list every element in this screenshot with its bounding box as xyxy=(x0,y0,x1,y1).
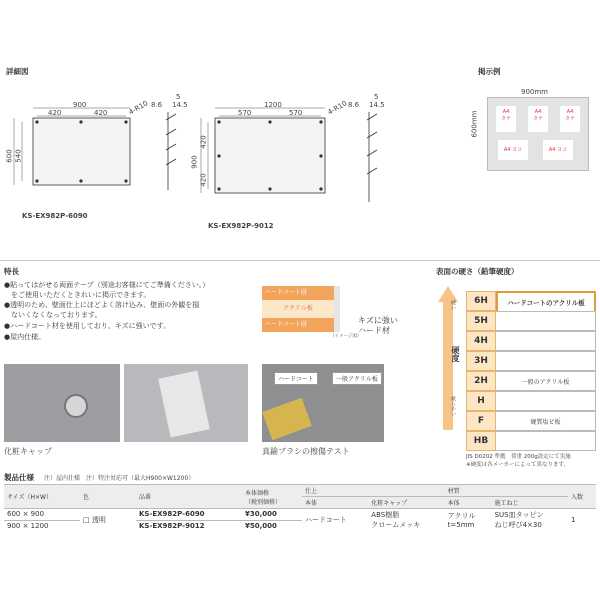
image-note: （イメージ図） xyxy=(330,334,362,339)
spec-title: 製品仕様 xyxy=(4,473,34,482)
feature-line: ないくなくなっております。 xyxy=(4,311,102,319)
hardness-row: H xyxy=(466,391,596,411)
hardness-row: HB xyxy=(466,431,596,451)
cap-icon xyxy=(64,394,88,418)
hardness-row: 2H 一般のアクリル板 xyxy=(466,371,596,391)
cap-photo-1 xyxy=(4,364,120,442)
feature-line: ●屋内仕様。 xyxy=(4,333,46,341)
feature-line: ●ハードコート材を使用しており、キズに強いです。 xyxy=(4,322,171,330)
layer-hardcoat-bottom: ハードコート層 xyxy=(262,318,334,332)
features-title: 特長 xyxy=(4,267,19,276)
spec-note: 注）屋内仕様 注）特注対応可（最大H900×W1200） xyxy=(44,475,195,482)
dim-86: 8.6 xyxy=(151,101,163,109)
hardness-note: JIS D0202 準拠 荷重 200g設定にて実施 xyxy=(466,454,571,460)
paper-a4: A4 タテ xyxy=(496,106,516,132)
dim-radius: 4-R10 xyxy=(127,99,150,117)
feature-line: ●貼ってはがせる両面テープ（別途お客様にてご準備ください。） xyxy=(4,281,210,289)
feature-line: をご使用いただくときれいに掲示できます。 xyxy=(4,291,151,299)
tag-acrylic: 一般アクリル板 xyxy=(332,372,382,385)
paper-a4: A4 タテ xyxy=(560,106,580,132)
layer-hardcoat-top: ハードコート層 xyxy=(262,286,334,300)
dim-pitch: 420 xyxy=(48,109,62,117)
dim-pitch: 570 xyxy=(289,109,303,117)
axis-label: 硬度 xyxy=(451,346,460,362)
dim-145: 14.5 xyxy=(369,101,385,109)
dim-height: 900 xyxy=(190,155,199,169)
panel-outline xyxy=(33,118,130,185)
side-profile xyxy=(367,112,377,202)
example-height: 600mm xyxy=(470,110,479,138)
hardness-note: ※硬度は各メーカーによって異なります。 xyxy=(466,462,570,468)
model-label: KS-EX982P-6090 xyxy=(22,212,88,220)
hardness-title: 表面の硬さ（鉛筆硬度） xyxy=(436,267,519,276)
divider xyxy=(0,260,600,261)
dim-pitch: 570 xyxy=(238,109,252,117)
paper-a4: A4 タテ xyxy=(528,106,548,132)
tag-hardcoat: ハードコート xyxy=(274,372,318,385)
detail-figure-6090 xyxy=(0,90,200,200)
dim-5: 5 xyxy=(176,93,181,101)
dim-pitch-v: 420 xyxy=(199,173,208,187)
paper-a4-landscape: A4 ヨコ xyxy=(543,140,573,160)
dim-pitch-v: 540 xyxy=(14,149,23,163)
dim-radius: 4-R10 xyxy=(326,99,349,117)
example-width: 900mm xyxy=(521,88,548,96)
scratch-resistant-label: キズに強い ハード材 xyxy=(358,316,398,335)
dim-pitch-v: 420 xyxy=(199,135,208,149)
dim-145: 14.5 xyxy=(172,101,188,109)
axis-soft: 軟らかい xyxy=(450,396,456,416)
cap-caption: 化粧キャップ xyxy=(4,447,52,456)
spec-table: サイズ（H×W） 色 品番 本体価格 （税別価格） 仕上 材質 入数 本体 化粧キャップ 本体 施工ねじ 600 × 900 □ 透明 KS-EX982P-6090 ¥30,000 ハードコート ABS樹脂 クロームメッキ アクリル t=5mm SUS皿タッピン ねじ呼び4×30 1 900 × 1200 KS-EX982P-9012 ¥50,000 xyxy=(4,484,596,531)
layer-acrylic: アクリル板 xyxy=(262,300,334,318)
paper-a4-landscape: A4 ヨコ xyxy=(498,140,528,160)
panel-outline xyxy=(215,118,325,193)
dim-pitch: 420 xyxy=(94,109,108,117)
dim-height: 600 xyxy=(5,149,14,163)
hardness-row: 6H ハードコートのアクリル板 xyxy=(466,291,596,311)
table-row: 600 × 900 □ 透明 KS-EX982P-6090 ¥30,000 ハードコート ABS樹脂 クロームメッキ アクリル t=5mm SUS皿タッピン ねじ呼び4×30 1 xyxy=(4,509,596,521)
side-profile xyxy=(166,112,176,190)
dim-width: 900 xyxy=(73,101,87,109)
model-label: KS-EX982P-9012 xyxy=(208,222,274,230)
example-title: 掲示例 xyxy=(478,67,501,76)
layer-diagram xyxy=(262,278,342,340)
cap-photo-2 xyxy=(124,364,248,442)
table-header: サイズ（H×W） 色 品番 本体価格 （税別価格） 仕上 材質 入数 xyxy=(4,485,596,497)
table-row: 900 × 1200 KS-EX982P-9012 ¥50,000 xyxy=(4,520,596,531)
hardness-row: 3H xyxy=(466,351,596,371)
hardness-row: F 硬質塩ビ板 xyxy=(466,411,596,431)
scratch-caption: 真鍮ブラシの擦傷テスト xyxy=(262,447,350,456)
detail-title: 詳細図 xyxy=(6,67,29,76)
hardness-row: 4H xyxy=(466,331,596,351)
feature-line: ●透明のため、壁面仕上にほどよく溶け込み、壁面の外観を損 xyxy=(4,301,200,309)
example-board xyxy=(487,97,589,171)
hardness-row: 5H xyxy=(466,311,596,331)
dim-width: 1200 xyxy=(264,101,282,109)
axis-hard: 硬い xyxy=(450,300,456,310)
dim-5: 5 xyxy=(374,93,379,101)
dim-86: 8.6 xyxy=(348,101,360,109)
